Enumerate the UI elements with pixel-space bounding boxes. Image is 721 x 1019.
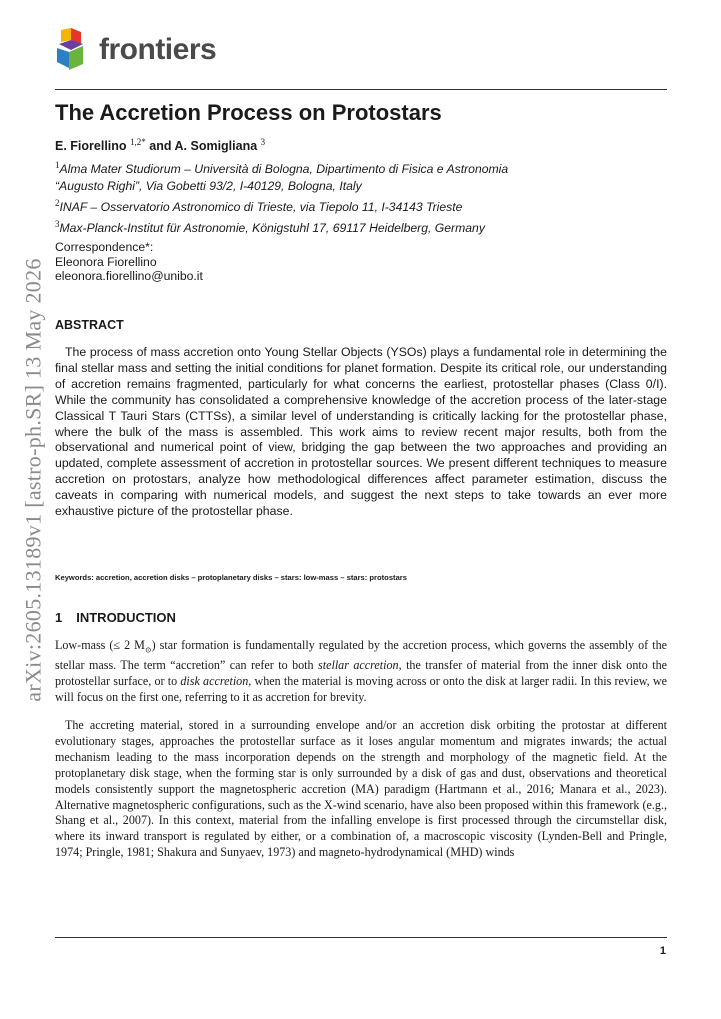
- author-list: [55, 137, 265, 153]
- arxiv-stamp-text: arXiv:2605.13189v1 [astro-ph.SR] 13 May 2026: [21, 258, 47, 702]
- term-disk-accretion: disk accretion: [180, 674, 249, 689]
- footer-rule: [55, 937, 667, 938]
- affiliations: [55, 157, 508, 237]
- section-heading: [55, 610, 176, 625]
- correspondence: [55, 240, 203, 284]
- author-affil-marker: 1,2*: [130, 137, 146, 147]
- author-name: A. Somigliana: [174, 139, 258, 154]
- affiliation: $^1$Alma Mater Studiorum – Università di Bologna, Dipartimento di Fisica e Astronomia: [55, 160, 509, 177]
- paper-title: The Accretion Process on Protostars: [55, 100, 442, 125]
- author-conjunction: and: [149, 139, 172, 154]
- frontiers-cube-icon: [55, 28, 91, 72]
- page-number: 1: [659, 945, 666, 957]
- term-stellar-accretion: stellar accretion: [318, 658, 399, 673]
- affiliation: $^2$INAF – Osservatorio Astronomico di Trieste, via Tiepolo 11, I-34143 Trieste: [55, 198, 463, 215]
- arxiv-stamp: [14, 258, 54, 702]
- journal-logo: [55, 28, 216, 72]
- sun-symbol: ⊙: [144, 645, 152, 655]
- correspondence-email[interactable]: eleonora.fiorellino@unibo.it: [55, 269, 203, 283]
- section-title: INTRODUCTION: [76, 610, 176, 625]
- correspondence-name: Eleonora Fiorellino: [55, 254, 157, 269]
- author-affil-marker: 3: [260, 137, 266, 147]
- header-rule: [55, 89, 667, 90]
- intro-paragraph: The accreting material, stored in a surrounding envelope and/or an accretion disk orbiting the protostar at different evolutionary stages, approaches the protostellar surface as it loses angular momentum and migrates inwards; the actual mechanism leading to the mass incorporation depends on the strength and morphology of the magnetic field. At the protoplanetary disk stage, when the forming star is only surrounded by a disk of gas and dust, observations and theoretical models consistently support the magnetospheric accretion (MA) paradigm (Hartmann et al., 2016; Manara et al., 2023). Alternative magnetospheric configurations, such as the X-wind scenario, have also been proposed within this framework (e.g., Shang et al., 2007). In this context, material from the infalling envelope is first processed through the circumstellar disk, where its inward transport is regulated by either, or a combination of, a macroscopic viscosity (Lynden-Bell and Pringle, 1974; Pringle, 1981; Shakura and Sunyaev, 1973) and magneto-hydrodynamical (MHD) winds: [55, 718, 667, 860]
- keywords: Keywords: accretion, accretion disks – protoplanetary disks – stars: low-mass – stars: protostars: [55, 573, 407, 582]
- affiliation: $^3$Max-Planck-Institut für Astronomie, Königstuhl 17, 69117 Heidelberg, Germany: [55, 219, 485, 236]
- section-number: 1: [55, 610, 63, 625]
- abstract-heading: ABSTRACT: [55, 318, 124, 332]
- abstract-text: The process of mass accretion onto Young Stellar Objects (YSOs) plays a fundamental role in determining the final stellar mass and setting the initial conditions for planet formation. Despite its critical role, our understanding of accretion remains fragmented, particularly for what concerns the earliest, protostellar phases (Class 0/I). While the community has consolidated a comprehensive knowledge of the accretion process of the later-stage Classical T Tauri Stars (CTTSs), a similar level of understanding is critically lacking for the protostellar phase, where the bulk of the mass is assembled. This work aims to review recent major results, both from the observational and numerical point of view, bridging the gap between the two approaches and providing an updated, complete assessment of accretion in protostellar sources. We present different techniques to measure accretion on protostars, analyze how methodological differences affect parameter estimation, discuss the caveats in comparing with numerical models, and suggest the next steps to take towards an ever more exhaustive picture of the protostellar phase.: [55, 345, 667, 519]
- author-name: E. Fiorellino: [55, 139, 127, 154]
- correspondence-label: Correspondence*:: [55, 240, 154, 254]
- journal-wordmark: frontiers: [99, 33, 217, 66]
- affiliation-continued: “Augusto Righi”, Via Gobetti 93/2, I-40129, Bologna, Italy: [55, 179, 362, 194]
- intro-paragraph: Low-mass (≤ 2 $M_⊙$) star formation is fundamentally regulated by the accretion process, which governs the assembly of the stellar mass. The term “accretion” can refer to both stellar accretion, the transfer of material from the inner disk onto the protostellar surface, or to disk accretion, when the material is moving across or onto the disk at larger radii. In this review, we will focus on the first one, referring to it as accretion for brevity.: [55, 638, 667, 705]
